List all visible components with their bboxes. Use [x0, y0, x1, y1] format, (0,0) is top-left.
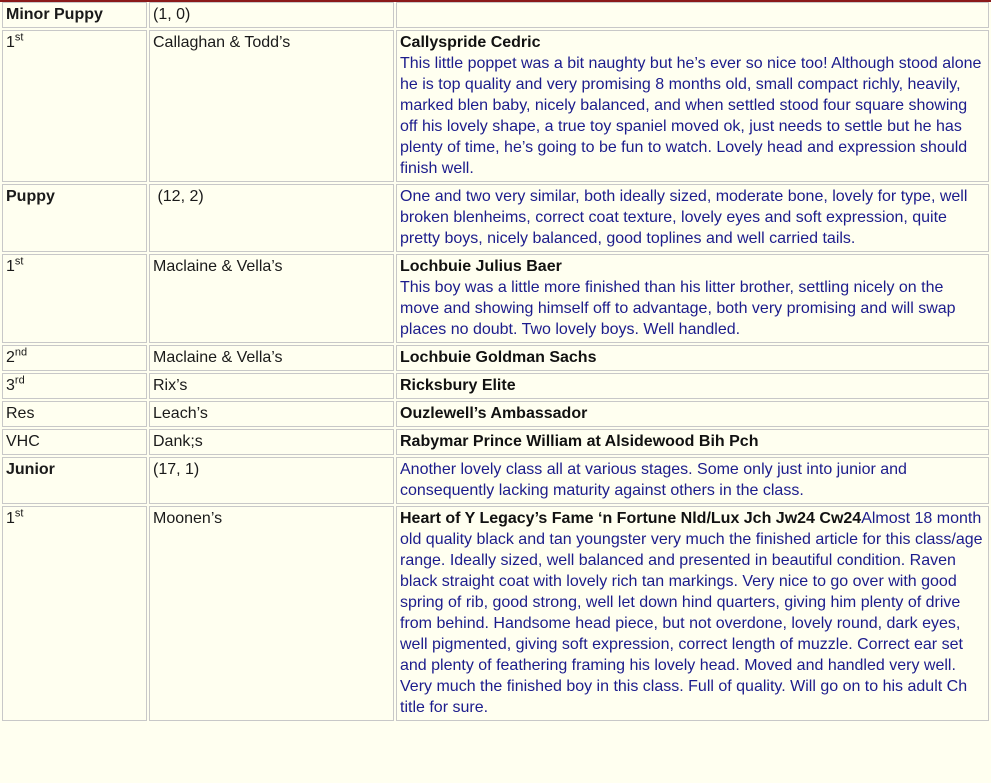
placing-label: 1 — [6, 258, 15, 275]
owner-name: Callaghan & Todd’s — [153, 34, 291, 51]
class-entries: (1, 0) — [153, 6, 191, 23]
placing-row — [2, 30, 989, 182]
class-entries: (17, 1) — [153, 461, 200, 478]
owner-name: Rix’s — [153, 377, 188, 394]
placing-label: 2 — [6, 349, 15, 366]
class-comment-cell — [396, 457, 989, 504]
owner-name: Maclaine & Vella’s — [153, 258, 283, 275]
placing-label: Res — [6, 405, 35, 422]
placing-row — [2, 345, 989, 371]
dog-cell — [396, 30, 989, 182]
critique-text: Almost 18 month old quality black and tan youngster very much the finished article for this class/age range. Ideally sized, well balanced and presented in beautiful condition. Raven black straight coat with lovely rich tan markings. Very nice to go over with good spring of rib, good strong, well let down hind quarters, giving him plenty of drive from behind. Handsome head piece, but not overdone, lovely round, dark eyes, well pigmented, giving soft expression, correct length of muzzle. Correct ear set and plenty of feathering framing his lovely head. Moved and handled very well. Very much the finished boy in this class. Full of quality. Will go on to his adult Ch title for sure. — [400, 510, 983, 716]
dog-cell — [396, 345, 989, 371]
placing-cell — [2, 30, 147, 182]
owner-cell — [149, 506, 394, 721]
critique-text: This little poppet was a bit naughty but he’s ever so nice too! Although stood alone he is top quality and very promising 8 months old, small compact richly, heavily, marked blen baby, nicely balanced, and when settled stood four square showing off his lovely shape, a true toy spaniel moved ok, just needs to settle but he has plenty of time, he’s going to be fun to watch. Lovely head and expression should finish well. — [400, 55, 982, 177]
dog-cell — [396, 401, 989, 427]
owner-cell — [149, 401, 394, 427]
placing-suffix: st — [14, 31, 24, 44]
dog-name: Lochbuie Julius Baer — [400, 258, 562, 275]
class-comment-cell — [396, 184, 989, 252]
owner-name: Maclaine & Vella’s — [153, 349, 283, 366]
class-name: Junior — [6, 461, 55, 478]
placing-suffix: rd — [14, 374, 25, 387]
class-entries-cell — [149, 184, 394, 252]
dog-name: Rabymar Prince William at Alsidewood Bih Pch — [400, 433, 759, 450]
placing-label: 3 — [6, 377, 15, 394]
class-comment: Another lovely class all at various stages. Some only just into junior and consequently lacking maturity against others in the class. — [400, 461, 907, 499]
class-name: Minor Puppy — [6, 6, 103, 23]
dog-cell — [396, 254, 989, 343]
placing-cell — [2, 373, 147, 399]
dog-cell — [396, 429, 989, 455]
dog-name: Callyspride Cedric — [400, 34, 541, 51]
dog-name: Lochbuie Goldman Sachs — [400, 349, 597, 366]
placing-row — [2, 373, 989, 399]
placing-label: VHC — [6, 433, 40, 450]
placing-row — [2, 401, 989, 427]
placing-row — [2, 254, 989, 343]
placing-cell — [2, 429, 147, 455]
placing-suffix: st — [14, 507, 24, 520]
placing-label: 1 — [6, 34, 15, 51]
results-table-body — [2, 2, 989, 721]
critique-text: This boy was a little more finished than his litter brother, settling nicely on the move and showing himself off to advantage, both very promising and will swap places no doubt. Two lovely boys. Well handled. — [400, 279, 956, 338]
class-header-row — [2, 184, 989, 252]
owner-cell — [149, 373, 394, 399]
dog-name: Ouzlewell’s Ambassador — [400, 405, 588, 422]
class-comment: One and two very similar, both ideally sized, moderate bone, lovely for type, well broken blenheims, correct coat texture, lovely eyes and soft expression, quite pretty boys, nicely balanced, good toplines and well carried tails. — [400, 188, 968, 247]
placing-cell — [2, 506, 147, 721]
owner-cell — [149, 345, 394, 371]
placing-suffix: nd — [14, 346, 28, 359]
class-name-cell — [2, 184, 147, 252]
owner-cell — [149, 429, 394, 455]
class-comment-cell — [396, 2, 989, 28]
placing-row — [2, 429, 989, 455]
class-header-row — [2, 457, 989, 504]
class-entries-cell — [149, 457, 394, 504]
owner-cell — [149, 30, 394, 182]
class-name-cell — [2, 457, 147, 504]
owner-name: Leach’s — [153, 405, 208, 422]
placing-cell — [2, 254, 147, 343]
placing-row — [2, 506, 989, 721]
dog-name: Ricksbury Elite — [400, 377, 516, 394]
placing-suffix: st — [14, 255, 24, 268]
class-entries: (12, 2) — [153, 188, 204, 205]
dog-cell — [396, 373, 989, 399]
owner-name: Moonen’s — [153, 510, 223, 527]
placing-cell — [2, 345, 147, 371]
class-entries-cell — [149, 2, 394, 28]
class-name: Puppy — [6, 188, 55, 205]
placing-label: 1 — [6, 510, 15, 527]
class-name-cell — [2, 2, 147, 28]
owner-cell — [149, 254, 394, 343]
class-header-row — [2, 2, 989, 28]
owner-name: Dank;s — [153, 433, 203, 450]
placing-cell — [2, 401, 147, 427]
dog-cell — [396, 506, 989, 721]
dog-name: Heart of Y Legacy’s Fame ‘n Fortune Nld/Lux Jch Jw24 Cw24 — [400, 510, 862, 527]
